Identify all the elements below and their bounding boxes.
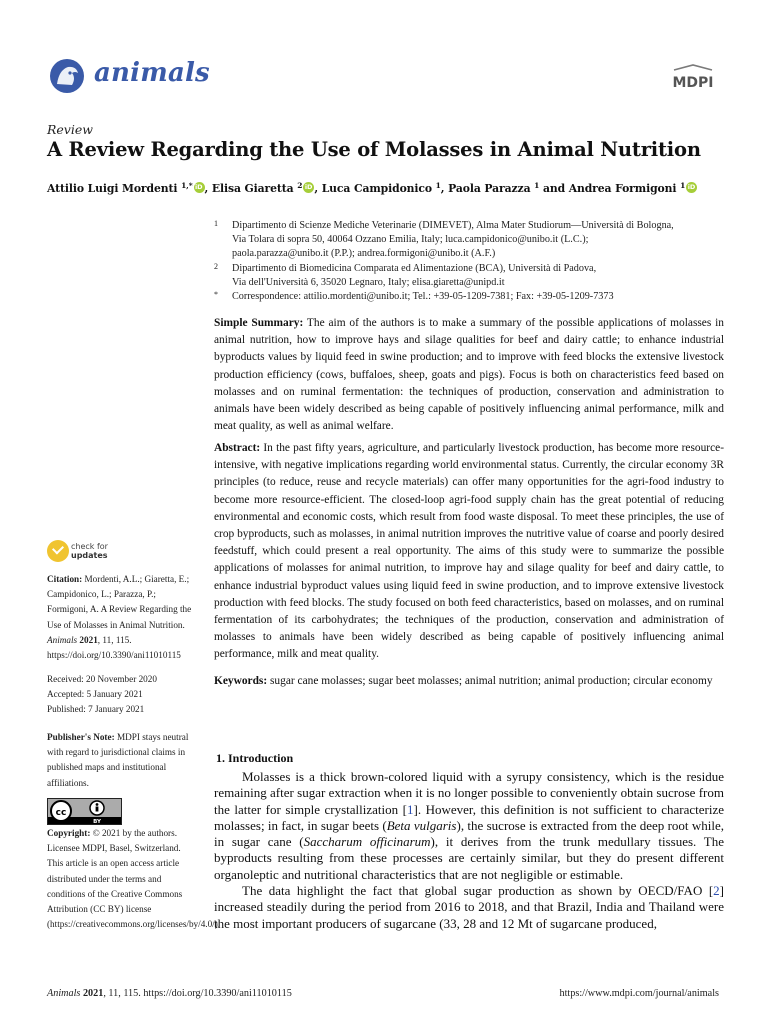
- affiliation-line: Dipartimento di Scienze Mediche Veterinarie (DIMEVET), Alma Mater Studiorum—Università di Bologna,: [232, 220, 674, 231]
- simple-summary-text: The aim of the authors is to make a summary of the possible applications of molasses in animal nutrition, how to improve hays and silage qualities for beef and dairy cattle; to enhance industrial byproducts values by liquid feed in swine production; and to improve with feed blocks the extensive livestock production efficiency (cows, buffaloes, sheep, goats and pigs). Focus is both on characteristics feed based on molasses and on ruminal fermentation: the techniques of production, conservation and administration to animals have been widely described as being capable of positively influencing animal performance, milk and meat quality, as well as animal welfare.: [214, 317, 724, 433]
- abstract: [214, 440, 724, 664]
- cc-by-label: BY: [93, 819, 101, 825]
- correspondence-item: [214, 290, 724, 304]
- citation-block: Citation: Mordenti, A.L.; Giaretta, E.; Campidonico, L.; Parazza, P.; Formigoni, A. A Review Regarding the Use of Molasses in Animal Nutrition. Animals 2021, 11, 115. https://doi.org/10.3390/ani11010115: [47, 574, 192, 661]
- mdpi-logo-text: MDPI: [672, 75, 714, 91]
- abstract-text: In the past fifty years, agriculture, and particularly livestock production, has become more resource-intensive, with negative implications regarding world environmental status. Currently, the circular economy 3R principles (to reduce, reuse and recycle materials) can offer many opportunities for the agri-food industry to become more resource-efficient. The closed-loop agri-food supply chain has the great potential of reducing environmental and economic costs, which result from food waste disposal. To meet these principles, the use of crop byproducts, such as molasses, in animal nutrition improves the nutritive value of coarse and poorly desired feedstuff, which could present a real opportunity. The aims of this study were to summarize the possible applications of molasses for animal nutrition, to improve hay and silage quality for beef and dairy cattle, to enhance industrial byproduct values using liquid feed in swine production, and to improve extensive livestock production with feed blocks. The study focused on both feed characteristics, based on molasses, and on ruminal fermentation of its carbohydrates; the techniques of the production, conservation and administration of molasses to animals have been widely described as being capable of positively influencing animal performance, milk and meat quality.: [214, 442, 724, 661]
- section-heading: 1. Introduction: [216, 751, 294, 765]
- simple-summary-label: Simple Summary:: [214, 317, 304, 329]
- author-name[interactable]: Attilio Luigi Mordenti: [47, 182, 178, 195]
- author-affiliation-mark: 1,*: [181, 181, 193, 190]
- author-affiliation-mark: 1: [534, 181, 540, 190]
- copyright-label: Copyright:: [47, 828, 91, 838]
- animals-logo-icon: [48, 58, 86, 94]
- author-name[interactable]: Elisa Giaretta: [211, 182, 294, 195]
- author-name[interactable]: Andrea Formigoni: [568, 182, 677, 195]
- abstract-label: Abstract:: [214, 442, 261, 454]
- affiliation-item: [214, 262, 724, 290]
- published-date: Published: 7 January 2021: [47, 704, 145, 715]
- author-affiliation-mark: 1: [435, 181, 441, 190]
- citation-label: Citation:: [47, 574, 83, 584]
- correspondence-mark: *: [214, 290, 218, 300]
- orcid-icon[interactable]: [303, 182, 314, 193]
- keywords-text: sugar cane molasses; sugar beet molasses; animal nutrition; animal production; circular economy: [267, 675, 713, 687]
- mdpi-logo[interactable]: [664, 64, 722, 92]
- simple-summary: [214, 315, 724, 435]
- affiliation-line: Via Tolara di sopra 50, 40064 Ozzano Emilia, Italy; luca.campidonico@unibo.it (L.C.);: [232, 234, 589, 246]
- check-updates-text-bold: updates: [71, 551, 108, 560]
- citation-doi[interactable]: , 11, 115. https://doi.org/10.3390/ani11010115: [47, 634, 181, 661]
- affiliation-item: [214, 219, 724, 262]
- affiliation-line: paola.parazza@unibo.it (P.P.); andrea.formigoni@unibo.it (A.F.): [232, 248, 496, 260]
- author-name[interactable]: Luca Campidonico: [321, 182, 432, 195]
- author-affiliation-mark: 2: [297, 181, 303, 190]
- check-updates-icon: [47, 540, 69, 562]
- orcid-icon[interactable]: [194, 182, 205, 193]
- affiliation-mark: 2: [214, 261, 218, 271]
- received-date: Received: 20 November 2020: [47, 674, 157, 684]
- affiliation-line: Via dell'Università 6, 35020 Legnaro, Italy; elisa.giaretta@unipd.it: [232, 276, 505, 288]
- cc-by-license-icon[interactable]: [47, 798, 122, 825]
- paragraph: The data highlight the fact that global sugar production as shown by OECD/FAO [2] increased steadily during the period from 2016 to 2018, and that Brazil, India and Thailand were the most important producers of sugarcane (33, 28 and 12 Mt of sugarcane produced,: [214, 883, 724, 931]
- footer-citation: Animals 2021, 11, 115. https://doi.org/10.3390/ani11010115: [47, 988, 292, 999]
- svg-text:cc: cc: [55, 808, 67, 818]
- author-list: Attilio Luigi Mordenti $^{1,*}$iD , Elisa Giaretta $^2$iD , Luca Campidonico $^1$, Paola Parazza $^1$ and Andrea Formigoni $^1$iD: [47, 181, 737, 195]
- publisher-note: Publisher's Note: MDPI stays neutral with regard to jurisdictional claims in published maps and institutional affiliations.: [47, 732, 189, 788]
- check-for-updates-button[interactable]: [47, 540, 167, 566]
- affiliation-mark: 1: [214, 219, 218, 228]
- affiliation-line: Dipartimento di Biomedicina Comparata ed Alimentazione (BCA), Università di Padova,: [232, 262, 597, 274]
- reference-link[interactable]: 2: [713, 883, 720, 899]
- copyright-block: Copyright: © 2021 by the authors. Licensee MDPI, Basel, Switzerland. This article is an open access article distributed under the terms and conditions of the Creative Commons Attribution (CC BY) license (https://creativecommons.org/licenses/by/4.0/).: [47, 828, 221, 930]
- keywords-label: Keywords:: [214, 675, 268, 687]
- orcid-icon[interactable]: [686, 182, 697, 193]
- footer-journal-url[interactable]: https://www.mdpi.com/journal/animals: [559, 988, 719, 999]
- check-updates-text: check for: [71, 542, 108, 551]
- author-affiliation-mark: 1: [680, 181, 686, 190]
- publisher-note-label: Publisher's Note:: [47, 732, 115, 742]
- author-name[interactable]: Paola Parazza: [448, 182, 531, 195]
- journal-header: [44, 56, 724, 98]
- accepted-date: Accepted: 5 January 2021: [47, 689, 143, 700]
- article-title: A Review Regarding the Use of Molasses in Animal Nutrition: [47, 138, 701, 161]
- paragraph: Molasses is a thick brown-colored liquid with a syrupy consistency, which is the residue remaining after sugar extraction when it is no longer possible to conveniently obtain sucrose from the latter for simple crystallization [1]. However, this definition is not sufficient to characterize molasses; in fact, in sugar beets (Beta vulgaris), the sucrose is extracted from the deep root while, in sugar cane (Saccharum officinarum), it derives from the trunk medullary tissues. The byproducts resulting from these processes are certainly similar, but they do present different organoleptic and nutritional characteristics that are not negligible or estimable.: [214, 769, 725, 882]
- correspondence-line: Correspondence: attilio.mordenti@unibo.it; Tel.: +39-05-1209-7381; Fax: +39-05-1209-7373: [232, 291, 614, 303]
- article-type: Review: [47, 122, 93, 137]
- keywords: [214, 673, 724, 690]
- affiliations: [214, 219, 724, 304]
- introduction-body: [214, 769, 724, 932]
- reference-link[interactable]: 1: [407, 801, 414, 817]
- journal-name: animals: [94, 58, 210, 88]
- dates-block: [47, 672, 199, 718]
